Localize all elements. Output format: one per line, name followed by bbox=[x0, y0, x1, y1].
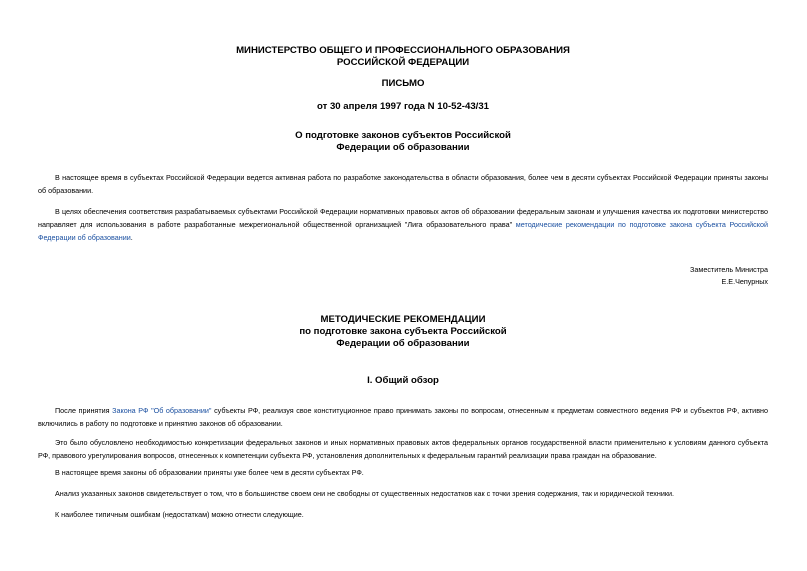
document-header bbox=[38, 45, 768, 69]
document-type: ПИСЬМО bbox=[381, 78, 425, 89]
recommendations-title-line1: МЕТОДИЧЕСКИЕ РЕКОМЕНДАЦИИ bbox=[320, 314, 486, 325]
signature-block bbox=[38, 264, 768, 288]
document-date: от 30 апреля 1997 года N 10-52-43/31 bbox=[316, 101, 490, 112]
recommendations-paragraph-1-start: После принятия bbox=[55, 406, 113, 415]
recommendations-paragraph-3: В настоящее время законы об образовании приняты уже более чем в десяти субъектах РФ. bbox=[55, 468, 364, 477]
recommendations-link[interactable]: методические рекомендации по подготовке закона субъекта Российской Федерации об образовании bbox=[38, 220, 768, 242]
recommendations-paragraph-1 bbox=[38, 404, 768, 430]
signature-position: Заместитель Министра bbox=[690, 265, 768, 274]
recommendations-paragraph-4: Анализ указанных законов свидетельствует о том, что в большинстве своем они не свободны от существенных недостатков как с точки зрения содержания, так и юридической техники. bbox=[55, 489, 675, 498]
section-title: I. Общий обзор bbox=[367, 375, 439, 386]
letter-paragraph-1: В настоящее время в субъектах Российской Федерации ведется активная работа по разработке законодательства в области образования, более чем в десяти субъектах Российской Федерации приняты законы об образовании. bbox=[38, 173, 768, 195]
letter-paragraph-2-text: В целях обеспечения соответствия разрабатываемых субъектами Российской Федерации нормативных правовых актов об образовании федеральным законам и улучшения качества их подготовки министерство направляет для использования в работе разработанные межрегиональной общественной организацией "Лига образовательного права" bbox=[38, 207, 768, 229]
ministry-name-line1: МИНИСТЕРСТВО ОБЩЕГО И ПРОФЕССИОНАЛЬНОГО ОБРАЗОВАНИЯ bbox=[236, 45, 570, 56]
recommendations-paragraph-1-rest: субъекты РФ, реализуя свое конституционное право принимать законы по вопросам, отнесенным к предметам совместного ведения РФ и субъектов РФ, активно включились в работу по подготовке и принятию законов об образовании. bbox=[38, 406, 768, 428]
subject-line1: О подготовке законов субъектов Российской bbox=[295, 130, 511, 141]
document-subject bbox=[38, 130, 768, 154]
recommendations-paragraph-5: К наиболее типичным ошибкам (недостаткам) можно отнести следующие. bbox=[55, 510, 304, 519]
recommendations-title-line3: Федерации об образовании bbox=[336, 338, 470, 349]
signature-name: Е.Е.Чепурных bbox=[721, 277, 768, 286]
recommendations-title-line2: по подготовке закона субъекта Российской bbox=[299, 326, 507, 337]
ministry-name-line2: РОССИЙСКОЙ ФЕДЕРАЦИИ bbox=[336, 57, 470, 68]
letter-paragraph-2 bbox=[38, 205, 768, 244]
subject-line2: Федерации об образовании bbox=[336, 142, 470, 153]
education-law-link[interactable]: Закона РФ "Об образовании" bbox=[112, 406, 212, 415]
recommendations-title bbox=[38, 314, 768, 350]
letter-paragraph-2-end: . bbox=[130, 233, 133, 242]
recommendations-paragraph-2: Это было обусловлено необходимостью конкретизации федеральных законов и иных нормативных правовых актов федеральных органов государственной власти применительно к условиям данного субъекта РФ, правового урегулирования вопросов, отнесенных к компетенции субъекта РФ, установления дополнительных к федеральным гарантий реализации права граждан на образование. bbox=[38, 438, 768, 460]
